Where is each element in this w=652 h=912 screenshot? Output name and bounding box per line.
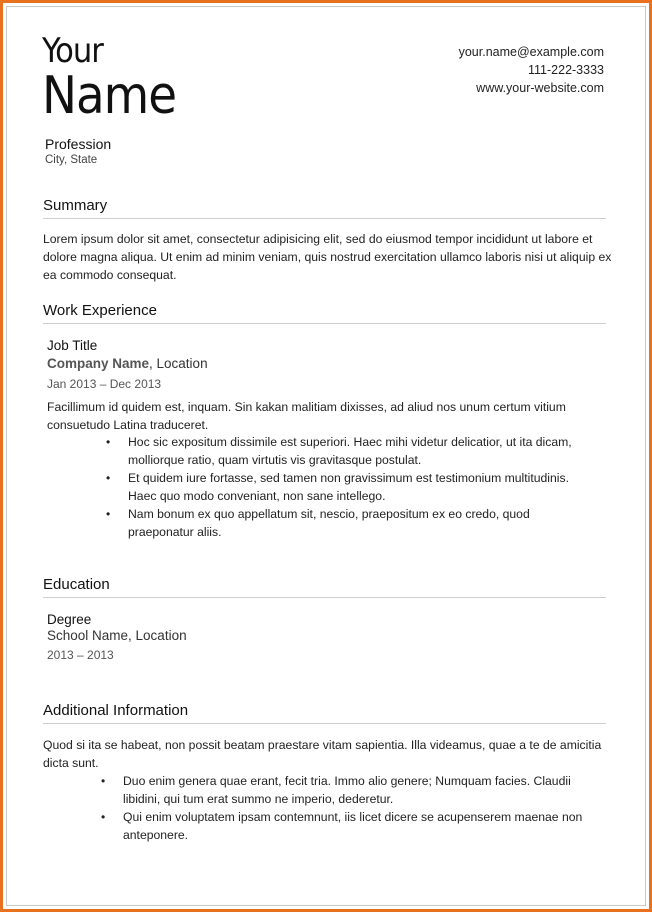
bullet-icon: • (106, 507, 111, 521)
company-line (47, 356, 208, 371)
company-location: , Location (149, 356, 208, 371)
phone-number: 111-222-3333 (528, 63, 604, 77)
education-heading: Education (43, 576, 606, 598)
list-item: • Et quidem iure fortasse, sed tamen non gravissimum est testimonium multitudinis. Haec quo modo conveniant, non sane intellego. (106, 471, 569, 503)
name-first: Your (42, 31, 103, 71)
city-state: City, State (45, 154, 98, 166)
list-item: • Hoc sic expositum dissimile est superiori. Haec mihi videtur delicatior, ut ita dicam, molliorque ratio, quam virtutis vis gravitasque postulat. (106, 435, 572, 467)
list-item: • Duo enim genera quae erant, fecit tria. Immo alio genere; Numquam facies. Claudii libidini, qui tum erat summo ne imperio, dederetur. (101, 774, 571, 806)
job-dates: Jan 2013 – Dec 2013 (47, 377, 162, 391)
bullet-icon: • (101, 774, 106, 788)
additional-bullet-list (101, 772, 603, 844)
work-experience-heading: Work Experience (43, 302, 606, 324)
job-title: Job Title (47, 338, 98, 353)
website-link[interactable]: www.your-website.com (476, 81, 604, 95)
work-bullet-list (106, 433, 598, 541)
job-description: Facillimum id quidem est, inquam. Sin kakan malitiam dixisses, ad aliud nos unum certum vitium consuetudo Latina traduceret. (47, 400, 566, 432)
additional-info-text: Quod si ita se habeat, non possit beatam praestare vitam sapientia. Illa videamus, quae a te de amicitia dicta sunt. (43, 738, 602, 770)
bullet-icon: • (106, 471, 111, 485)
additional-info-heading: Additional Information (43, 702, 606, 724)
bullet-icon: • (106, 435, 111, 449)
name-last: Name (42, 66, 177, 126)
education-dates: 2013 – 2013 (47, 648, 114, 662)
list-item: • Nam bonum ex quo appellatum sit, nescio, praepositum ex eo credo, quod praeponatur aliis. (106, 507, 530, 539)
summary-heading: Summary (43, 197, 606, 219)
bullet-icon: • (101, 810, 106, 824)
summary-text: Lorem ipsum dolor sit amet, consectetur adipisicing elit, sed do eiusmod tempor incididunt ut labore et dolore magna aliqua. Ut enim ad minim veniam, quis nostrud exercitation ullamco laboris nisi ut aliquip ex ea commodo consequat. (43, 232, 612, 282)
profession: Profession (45, 136, 112, 152)
email-link[interactable]: your.name@example.com (458, 45, 604, 59)
company-name: Company Name (47, 356, 150, 371)
list-item: • Qui enim voluptatem ipsam contemnunt, iis licet dicere se acupenserem maenae non anteponere. (101, 810, 583, 842)
school-line: School Name, Location (47, 628, 187, 643)
degree: Degree (47, 612, 92, 627)
